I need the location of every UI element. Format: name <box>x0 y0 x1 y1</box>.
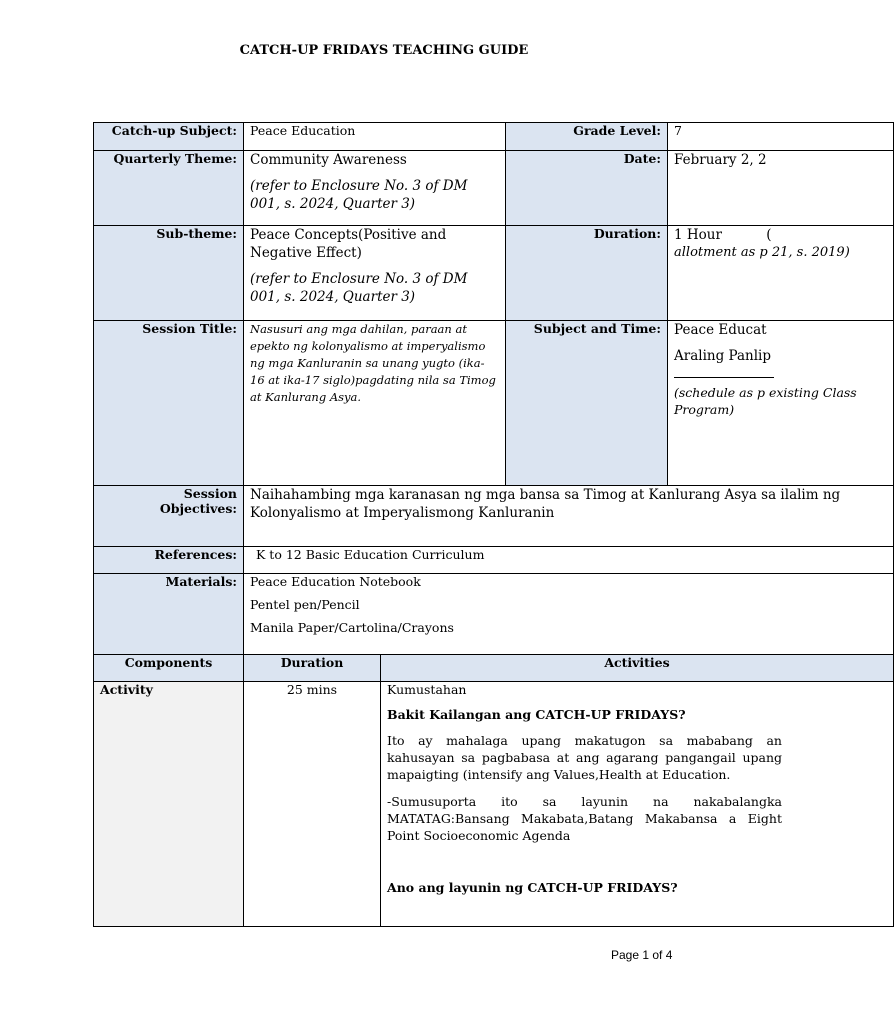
subject-time-cell <box>668 321 894 486</box>
subject-time-note: (schedule as p existing Class Program) <box>674 385 857 417</box>
session-title-value: Nasusuri ang mga dahilan, paraan at epekto ng kolonyalismo at imperyalismo ng mga Kanluranin sa unang yugto (ika-16 at ika-17 siglo)pagdating nila sa Timog at Kanlurang Asya. <box>250 322 496 404</box>
quarterly-theme-note: (refer to Enclosure No. 3 of DM 001, s. 2024, Quarter 3) <box>250 178 468 212</box>
subject-time-line2: Araling Panlip <box>674 348 772 364</box>
sub-theme-note: (refer to Enclosure No. 3 of DM 001, s. 2024, Quarter 3) <box>250 271 468 305</box>
subject-time-line1: Peace Educat <box>674 322 767 338</box>
materials-item: Manila Paper/Cartolina/Crayons <box>250 620 454 635</box>
quarterly-theme-cell <box>244 151 506 226</box>
row-references <box>94 547 894 574</box>
quarterly-theme-value: Community Awareness <box>250 152 407 168</box>
duration-cell <box>668 226 894 321</box>
document-title: CATCH-UP FRIDAYS TEACHING GUIDE <box>239 43 529 58</box>
duration-note: allotment as p 21, s. 2019) <box>674 245 850 260</box>
catchup-subject-value: Peace Education <box>244 123 506 151</box>
activity-component: Activity <box>94 682 244 927</box>
session-objectives-label-line2: Objectives: <box>159 501 237 516</box>
page-number: Page 1 of 4 <box>611 948 673 962</box>
materials-cell <box>244 574 894 655</box>
sub-theme-cell <box>244 226 506 321</box>
subject-time-label: Subject and Time: <box>506 321 668 486</box>
references-label: References: <box>94 547 244 574</box>
duration-value-line <box>674 226 887 244</box>
date-value: February 2, 2 <box>668 151 894 226</box>
session-title-label: Session Title: <box>94 321 244 486</box>
duration-value-suffix: ( <box>766 227 772 243</box>
session-objectives-label-line1: Session <box>183 486 237 501</box>
materials-item: Peace Education Notebook <box>250 574 421 589</box>
activity-question-1: Bakit Kailangan ang CATCH-UP FRIDAYS? <box>387 707 686 722</box>
activity-kumustahan: Kumustahan <box>387 682 467 697</box>
activities-header: Activities <box>381 655 894 682</box>
session-title-cell <box>244 321 506 486</box>
date-label: Date: <box>506 151 668 226</box>
row-session-objectives <box>94 486 894 547</box>
row-catchup-subject <box>94 123 894 151</box>
activity-question-2: Ano ang layunin ng CATCH-UP FRIDAYS? <box>387 880 678 895</box>
references-value: K to 12 Basic Education Curriculum <box>244 547 894 574</box>
activity-duration: 25 mins <box>244 682 381 927</box>
row-sub-theme <box>94 226 894 321</box>
row-materials <box>94 574 894 655</box>
row-quarterly-theme <box>94 151 894 226</box>
activity-row <box>94 682 894 927</box>
grade-level-value: 7 <box>668 123 894 151</box>
materials-item: Pentel pen/Pencil <box>250 597 360 612</box>
row-session-title <box>94 321 894 486</box>
components-header: Components <box>94 655 244 682</box>
sub-theme-label: Sub-theme: <box>94 226 244 321</box>
activity-paragraph-2: -Sumusuporta ito sa layunin na nakabalangka MATATAG:Bansang Makabata,Batang Makabansa a Eight Point Socioeconomic Agenda <box>387 794 782 843</box>
quarterly-theme-label: Quarterly Theme: <box>94 151 244 226</box>
duration-header: Duration <box>244 655 381 682</box>
session-objectives-value: Naihahambing mga karanasan ng mga bansa sa Timog at Kanlurang Asya sa ilalim ng Kolonyalismo at Imperyalismong Kanluranin <box>244 486 894 547</box>
duration-label: Duration: <box>506 226 668 321</box>
materials-label: Materials: <box>94 574 244 655</box>
catchup-subject-label: Catch-up Subject: <box>94 123 244 151</box>
duration-value: 1 Hour <box>674 227 722 243</box>
grade-level-label: Grade Level: <box>506 123 668 151</box>
activity-paragraph-1: Ito ay mahalaga upang makatugon sa mababang an kahusayan sa pagbabasa at ang agarang pangangail upang mapaigting (intensify ang Values,Health at Education. <box>387 733 782 782</box>
sub-theme-value: Peace Concepts(Positive and Negative Effect) <box>250 227 447 261</box>
activity-content <box>381 682 894 927</box>
session-objectives-label <box>94 486 244 547</box>
subject-time-blank-line <box>674 365 774 378</box>
activities-header-row <box>94 655 894 682</box>
teaching-guide-table <box>93 122 894 927</box>
